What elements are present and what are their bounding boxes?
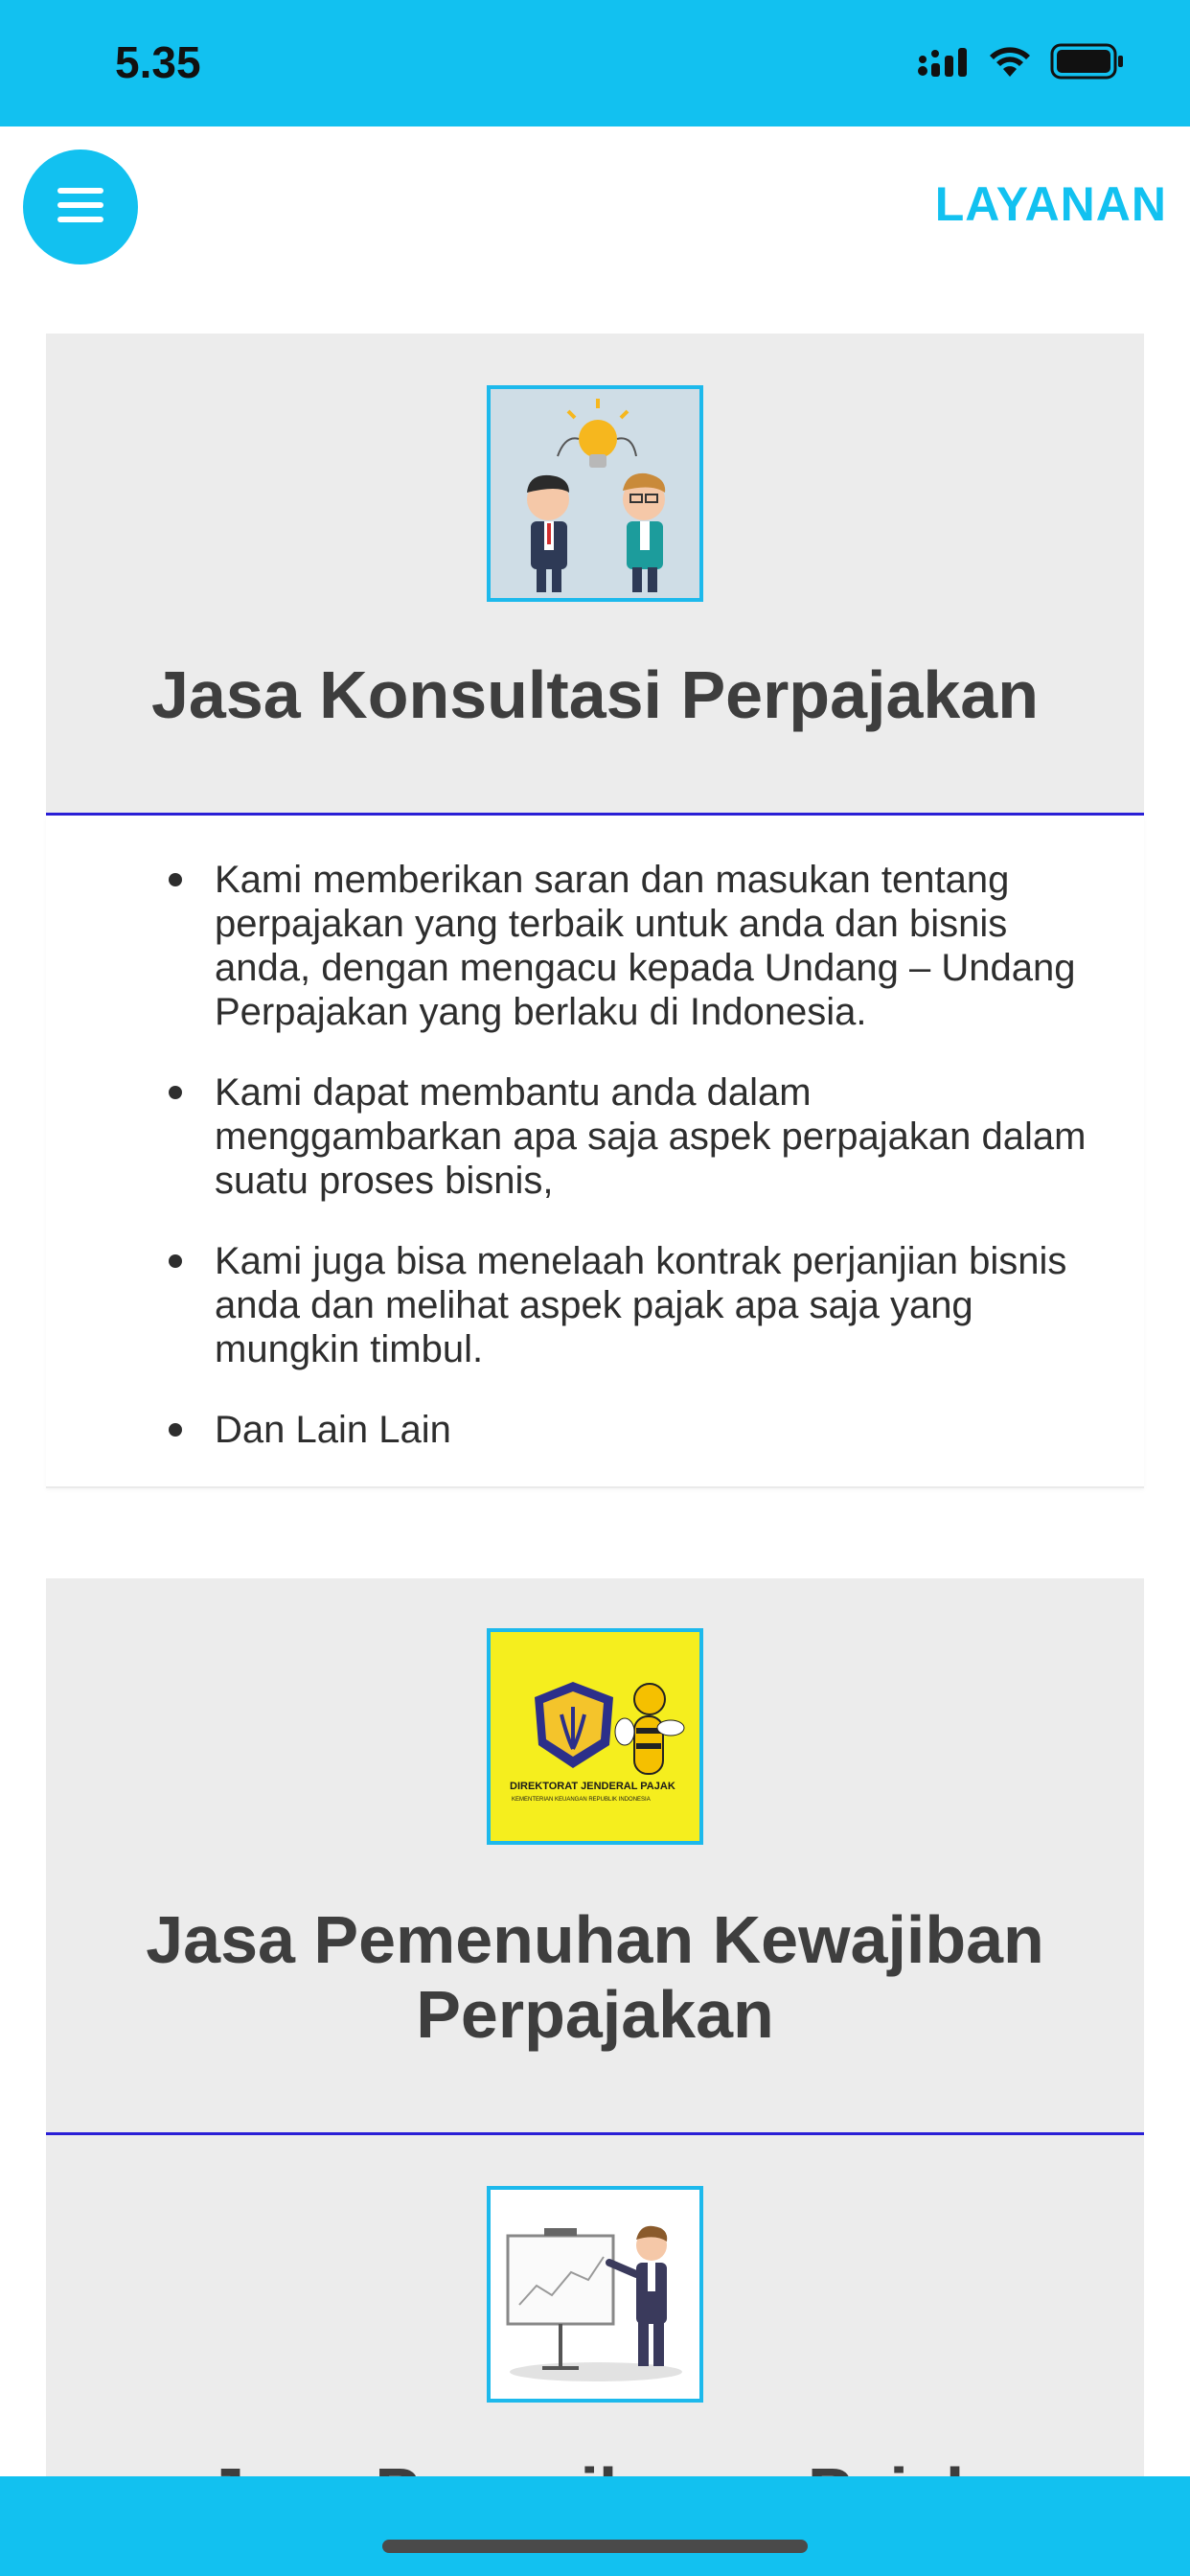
bullet-icon <box>169 1086 182 1099</box>
service-card-consultation[interactable] <box>46 334 1144 1488</box>
signal-icon <box>918 46 970 81</box>
list-item: Kami juga bisa menelaah kontrak perjanjian bisnis anda dan melihat aspek pajak apa saja yang mungkin timbul. <box>215 1239 1106 1371</box>
card-title: Jasa Konsultasi Perpajakan <box>151 657 1039 732</box>
card-title: Jasa Pemenuhan Kewajiban Perpajakan <box>146 1902 1044 2052</box>
bullet-icon <box>169 1254 182 1268</box>
svg-text:DIREKTORAT JENDERAL PAJAK: DIREKTORAT JENDERAL PAJAK <box>510 1781 675 1792</box>
menu-button[interactable] <box>23 150 138 264</box>
battery-icon <box>1050 43 1125 84</box>
svg-text:KEMENTERIAN KEUANGAN REPUBLIK: KEMENTERIAN KEUANGAN REPUBLIK INDONESIA <box>512 1797 651 1803</box>
card-body <box>46 816 1144 1488</box>
service-card-compliance[interactable] <box>46 1578 1144 2135</box>
consultation-illustration <box>487 385 703 602</box>
djp-logo <box>487 1628 703 1845</box>
hamburger-icon <box>56 184 105 231</box>
list-item: Kami dapat membantu anda dalam menggambarkan apa saja aspek perpajakan dalam suatu proses bisnis, <box>215 1070 1106 1203</box>
status-time: 5.35 <box>115 37 201 87</box>
page-title: LAYANAN <box>934 177 1167 231</box>
card-header <box>46 1578 1144 2132</box>
bullet-icon <box>169 1423 182 1437</box>
wifi-icon <box>987 44 1033 83</box>
bullet-icon <box>169 873 182 886</box>
home-indicator[interactable] <box>382 2540 808 2553</box>
presentation-illustration <box>487 2186 703 2403</box>
service-points <box>46 816 1144 1486</box>
list-item: Kami memberikan saran dan masukan tentang perpajakan yang terbaik untuk anda dan bisnis anda, dengan mengacu kepada Undang – Undang Perpajakan yang berlaku di Indonesia. <box>215 858 1106 1034</box>
bottom-bar <box>0 2476 1190 2576</box>
app-header <box>0 126 1190 289</box>
card-header <box>46 334 1144 813</box>
status-icons <box>918 42 1125 84</box>
status-bar <box>0 0 1190 126</box>
list-item: Dan Lain Lain <box>215 1408 1106 1452</box>
